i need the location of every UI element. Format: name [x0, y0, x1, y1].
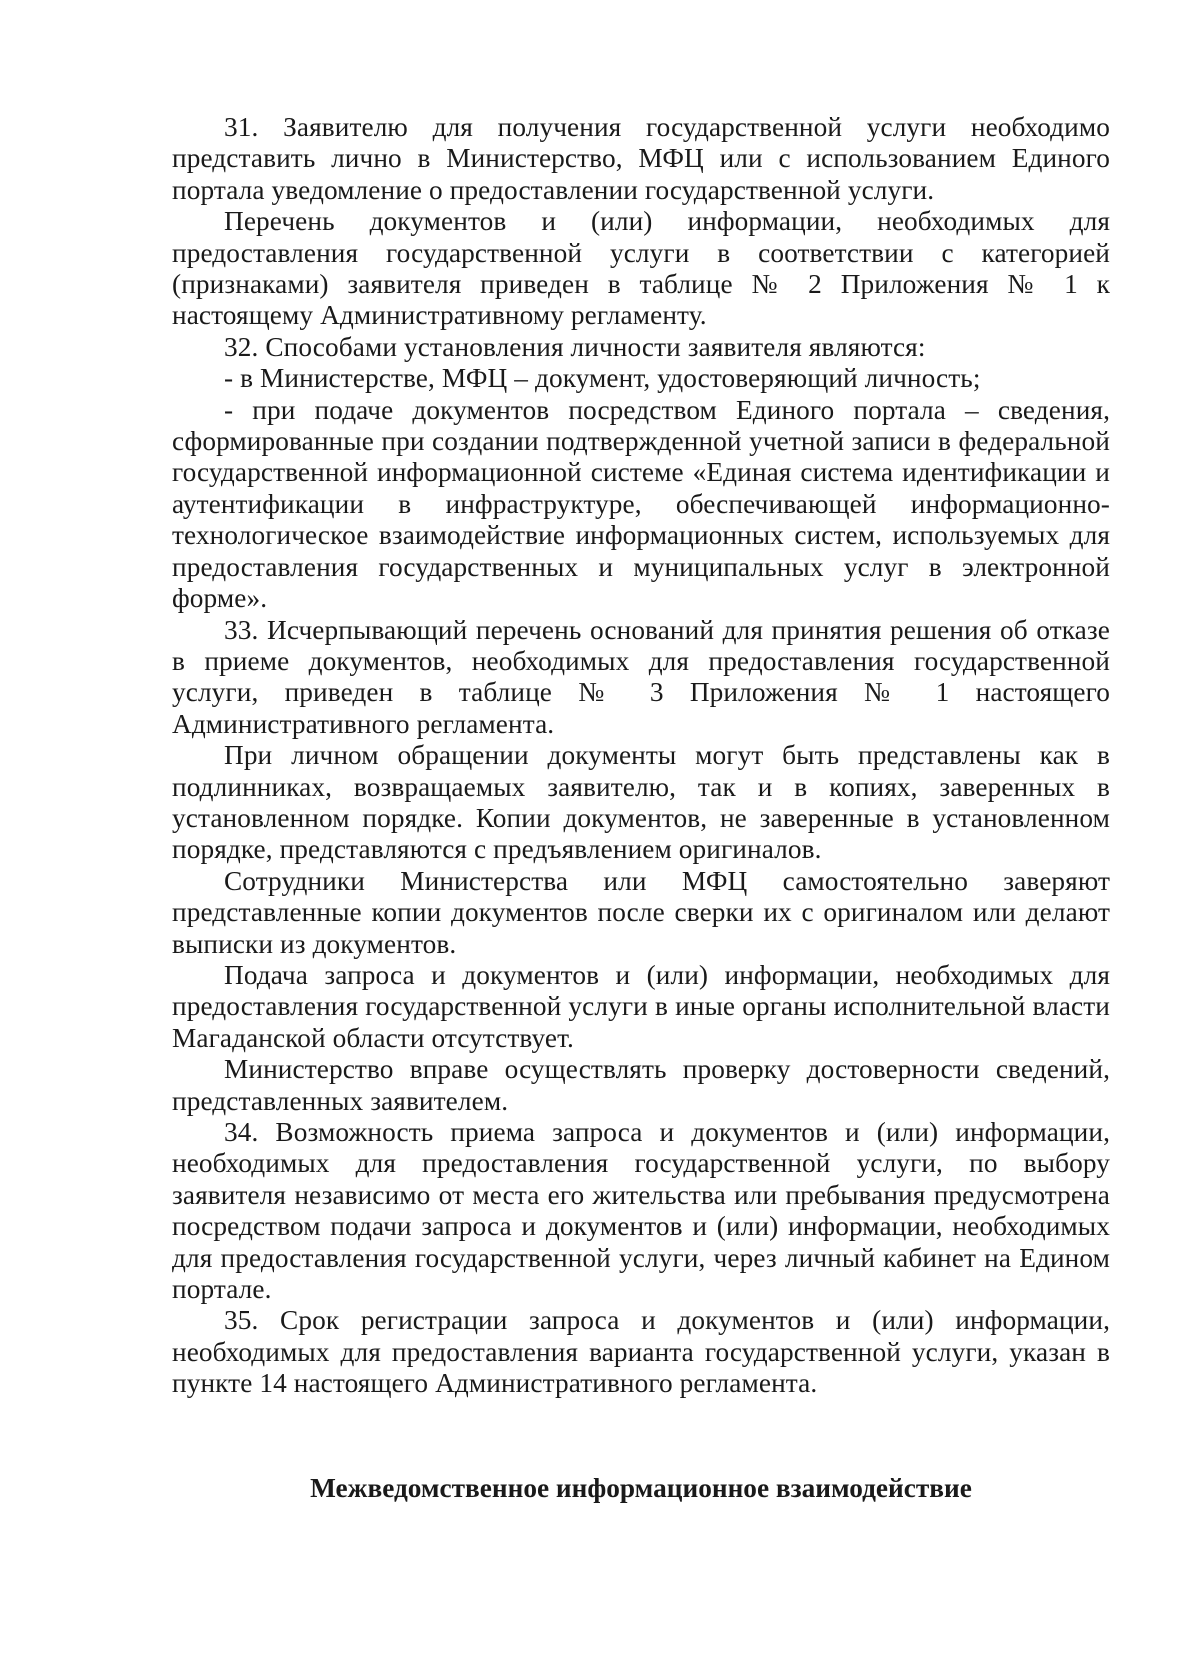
paragraph-35: 35. Срок регистрации запроса и документов и (или) информации, необходимых для предоставления варианта государственной услуги, указан в пункте 14 настоящего Административного регламента.: [172, 1305, 1110, 1399]
paragraph-34: 34. Возможность приема запроса и документов и (или) информации, необходимых для предоставления государственной услуги, по выбору заявителя независимо от места его жительства или пребывания предусмотрена посредством подачи запроса и документов и (или) информации, необходимых для предоставления государственной услуги, через личный кабинет на Едином портале.: [172, 1117, 1110, 1305]
paragraph-document-list: Перечень документов и (или) информации, необходимых для предоставления государственной услуги в соответствии с категорией (признаками) заявителя приведен в таблице № 2 Приложения № 1 к настоящему Административному регламенту.: [172, 206, 1110, 331]
section-heading: Межведомственное информационное взаимодействие: [310, 1473, 972, 1503]
paragraph-32: 32. Способами установления личности заявителя являются:: [224, 331, 926, 362]
list-item-ministry-mfc: - в Министерстве, МФЦ – документ, удостоверяющий личность;: [224, 363, 981, 394]
document-body: [172, 112, 1110, 1400]
paragraph-ministry-verification: Министерство вправе осуществлять проверку достоверности сведений, представленных заявителем.: [172, 1054, 1110, 1116]
paragraph-31: 31. Заявителю для получения государственной услуги необходимо представить лично в Министерство, МФЦ или с использованием Единого портала уведомление о предоставлении государственной услуги.: [172, 112, 1110, 205]
list-item-unified-portal: - при подаче документов посредством Единого портала – сведения, сформированные при создании подтвержденной учетной записи в федеральной государственной информационной системе «Единая система идентификации и аутентификации в инфраструктуре, обеспечивающей информационно-технологическое взаимодействие информационных систем, используемых для предоставления государственных и муниципальных услуг в электронной форме».: [172, 394, 1110, 614]
paragraph-staff-certification: Сотрудники Министерства или МФЦ самостоятельно заверяют представленные копии документов после сверки их с оригиналом или делают выписки из документов.: [172, 865, 1110, 959]
paragraph-33: 33. Исчерпывающий перечень оснований для принятия решения об отказе в приеме документов, необходимых для предоставления государственной услуги, приведен в таблице № 3 Приложения № 1 настоящего Административного регламента.: [172, 614, 1110, 739]
paragraph-personal-application: При личном обращении документы могут быть представлены как в подлинниках, возвращаемых заявителю, так и в копиях, заверенных в установленном порядке. Копии документов, не заверенные в установленном порядке, представляются с предъявлением оригиналов.: [172, 740, 1110, 865]
paragraph-other-authorities: Подача запроса и документов и (или) информации, необходимых для предоставления государственной услуги в иные органы исполнительной власти Магаданской области отсутствует.: [172, 959, 1110, 1053]
